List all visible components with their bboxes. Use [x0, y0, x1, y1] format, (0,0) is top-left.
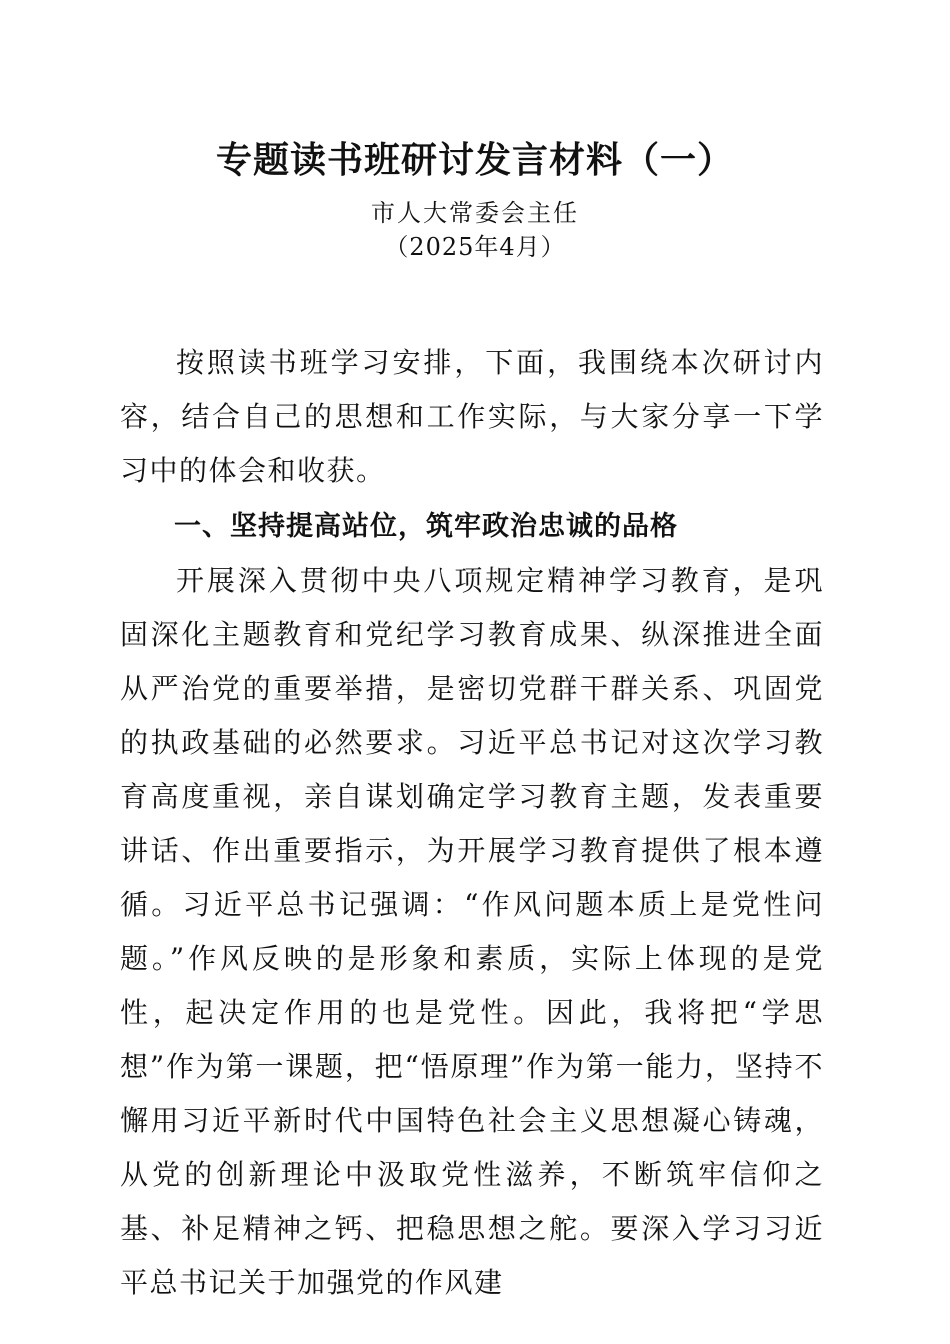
document-title: 专题读书班研讨发言材料（一）: [215, 139, 734, 181]
section-1-paragraph: 开展深入贯彻中央八项规定精神学习教育，是巩固深化主题教育和党纪学习教育成果、纵深推进全面从严治党的重要举措，是密切党群干群关系、巩固党的执政基础的必然要求。习近平总书记对这次学习教育高度重视，亲自谋划确定学习教育主题，发表重要讲话、作出重要指示，为开展学习教育提供了根本遵循。习近平总书记强调：“作风问题本质上是党性问题。”作风反映的是形象和素质，实际上体现的是党性，起决定作用的也是党性。因此，我将把“学思想”作为第一课题，把“悟原理”作为第一能力，坚持不懈用习近平新时代中国特色社会主义思想凝心铸魂，从党的创新理论中汲取党性滋养，不断筑牢信仰之基、补足精神之钙、把稳思想之舵。要深入学习习近平总书记关于加强党的作风建: [120, 564, 824, 1299]
section-heading-1: 一、坚持提高站位，筑牢政治忠诚的品格: [174, 511, 678, 542]
document-author: 市人大常委会主任: [371, 199, 579, 227]
document-date: （2025年4月）: [384, 233, 566, 261]
document-body: [120, 336, 824, 1310]
intro-paragraph: 按照读书班学习安排，下面，我围绕本次研讨内容，结合自己的思想和工作实际，与大家分享一下学习中的体会和收获。: [120, 346, 824, 487]
